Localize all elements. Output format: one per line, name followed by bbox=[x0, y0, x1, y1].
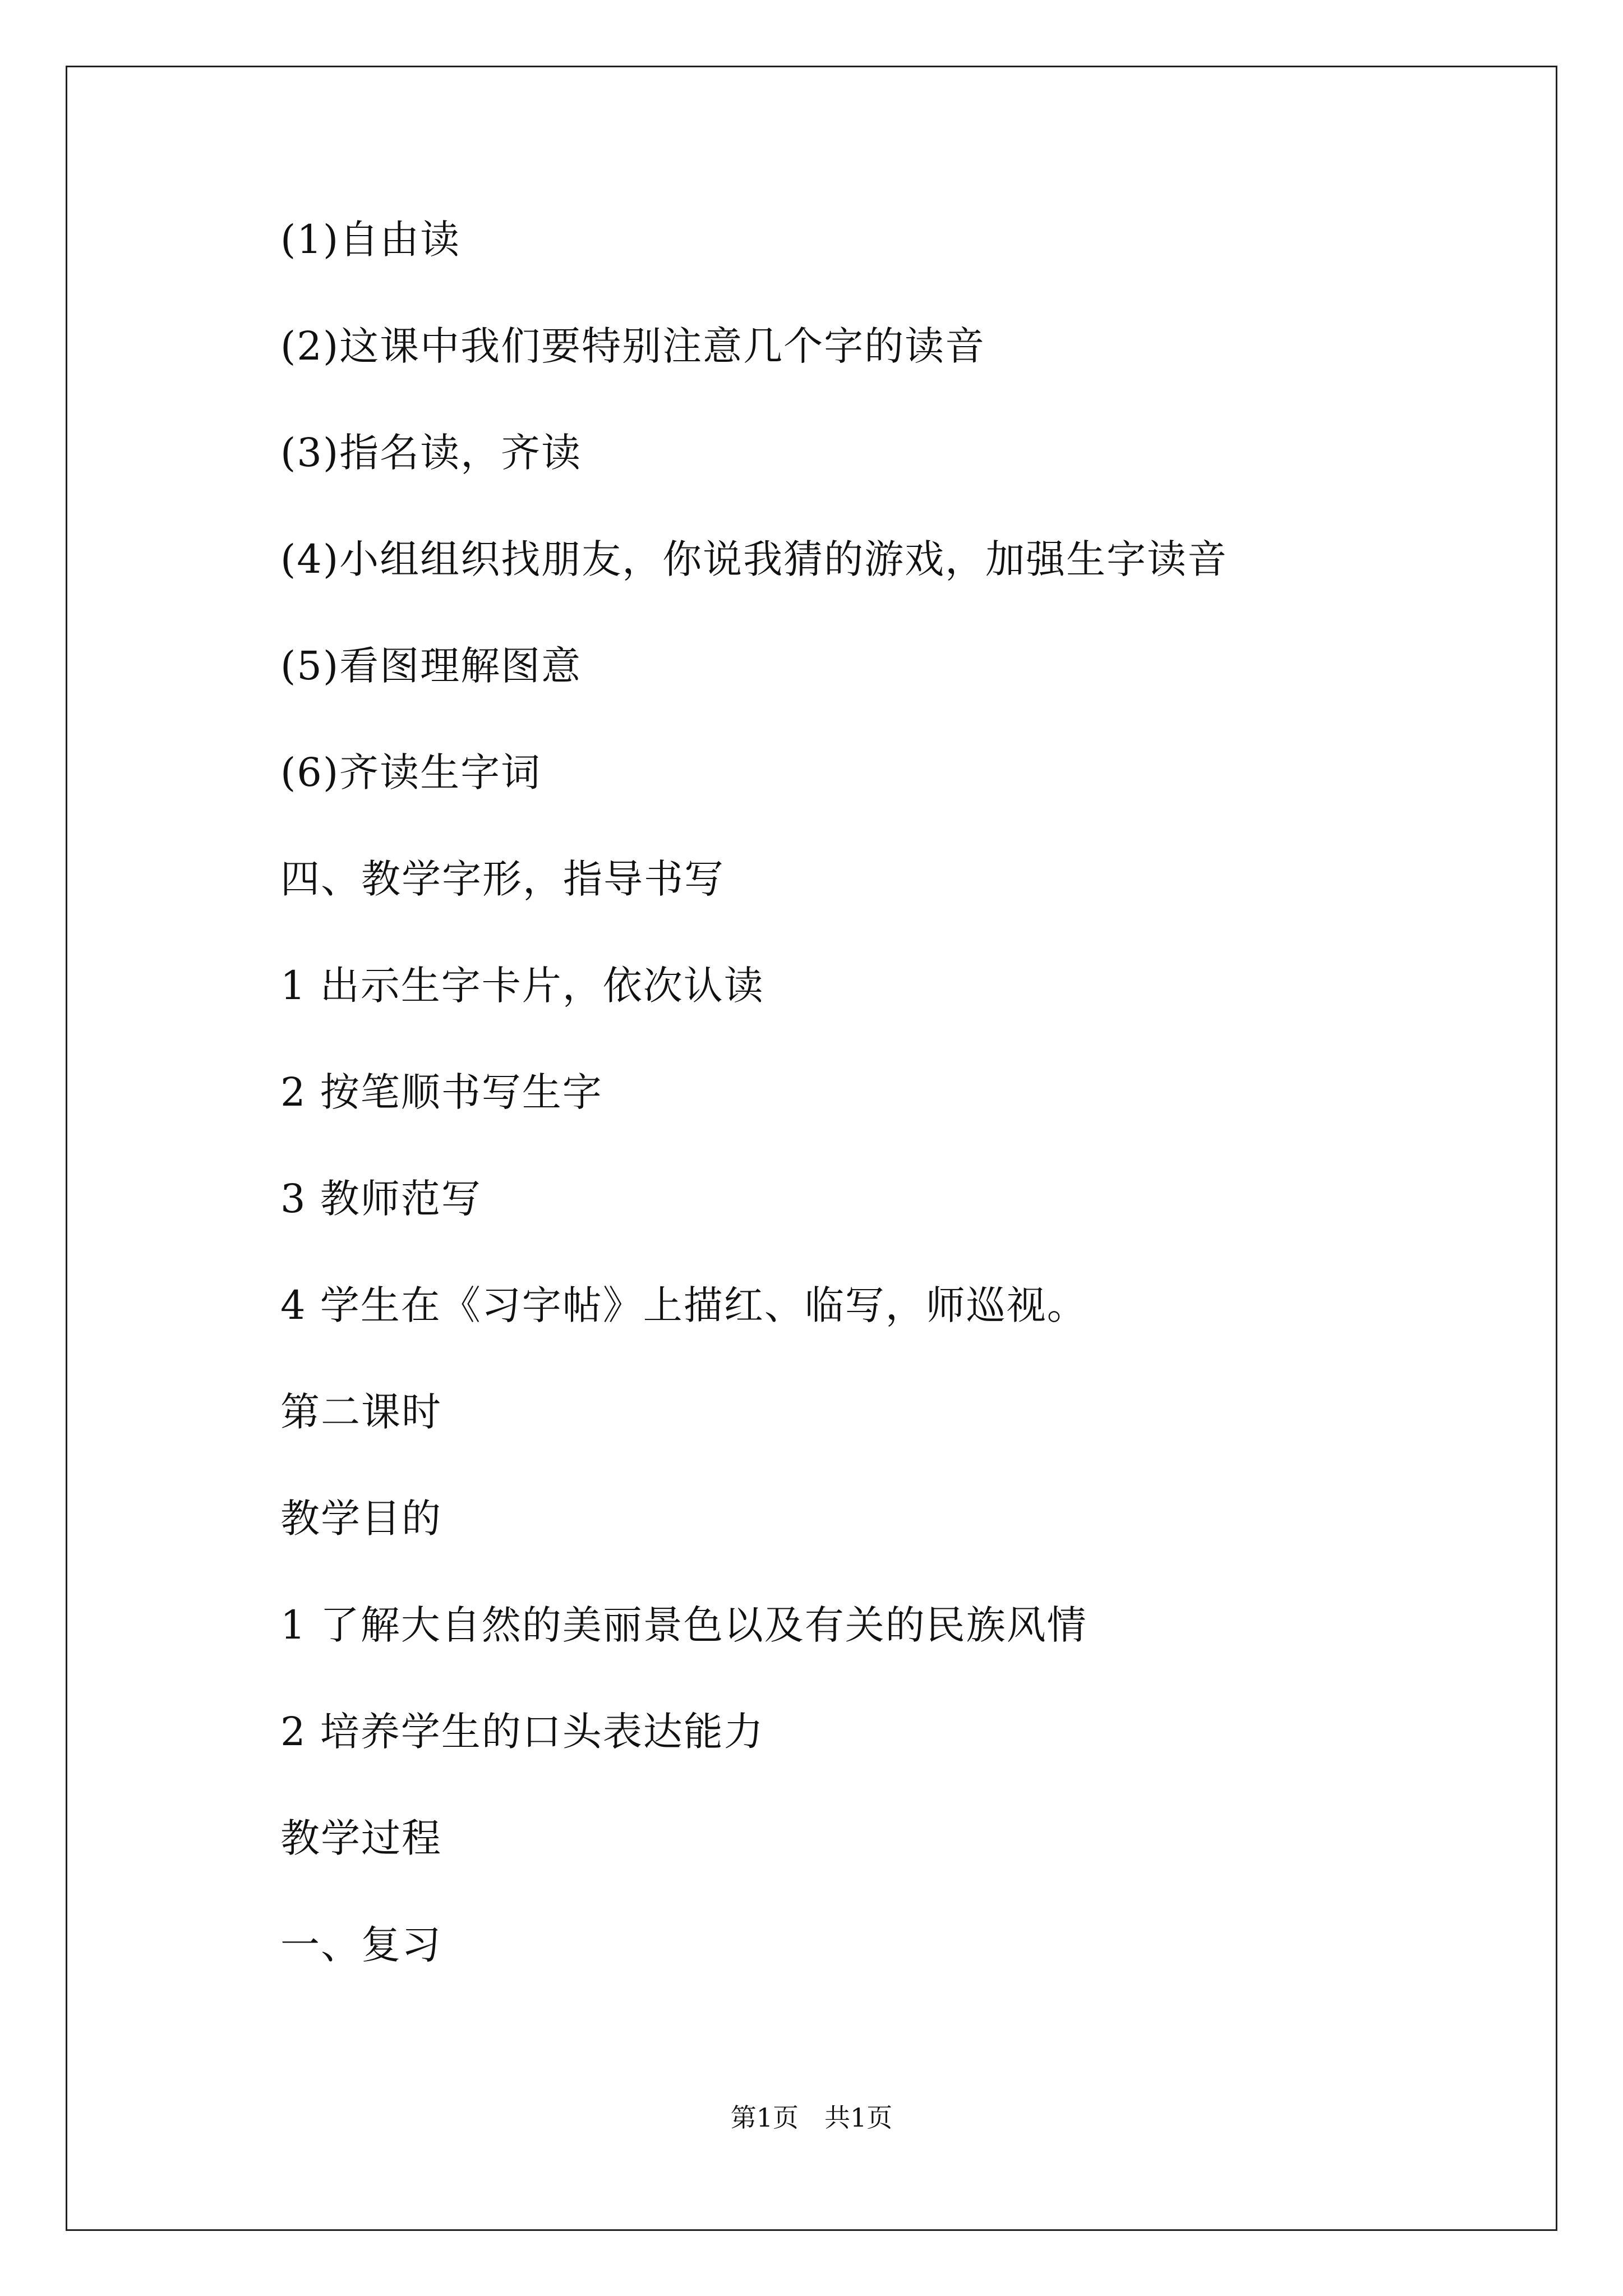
section-heading: 教学过程 bbox=[280, 1815, 442, 1861]
page-number-footer: 第1页 共1页 bbox=[730, 2102, 893, 2133]
text-line: (6)齐读生字词 bbox=[280, 749, 542, 795]
text-line: 1 出示生字卡片，依次认读 bbox=[280, 963, 764, 1009]
text-line: 4 学生在《习字帖》上描红、临写，师巡视。 bbox=[280, 1282, 1087, 1328]
text-line: (3)指名读，齐读 bbox=[280, 430, 582, 476]
text-line: 3 教师范写 bbox=[280, 1176, 482, 1222]
text-line: (1)自由读 bbox=[280, 217, 461, 263]
text-line: 1 了解大自然的美丽景色以及有关的民族风情 bbox=[280, 1602, 1087, 1648]
section-heading: 第二课时 bbox=[280, 1389, 442, 1435]
text-line: (2)这课中我们要特别注意几个字的读音 bbox=[280, 323, 986, 369]
text-line: 2 按笔顺书写生字 bbox=[280, 1069, 603, 1115]
text-line: 2 培养学生的口头表达能力 bbox=[280, 1709, 764, 1755]
section-heading: 一、复习 bbox=[280, 1922, 442, 1968]
text-line: (5)看图理解图意 bbox=[280, 643, 582, 689]
section-heading: 四、教学字形，指导书写 bbox=[280, 856, 725, 902]
text-line: (4)小组组织找朋友，你说我猜的游戏，加强生字读音 bbox=[280, 536, 1228, 582]
section-heading: 教学目的 bbox=[280, 1496, 442, 1542]
page-border bbox=[66, 66, 1557, 2231]
